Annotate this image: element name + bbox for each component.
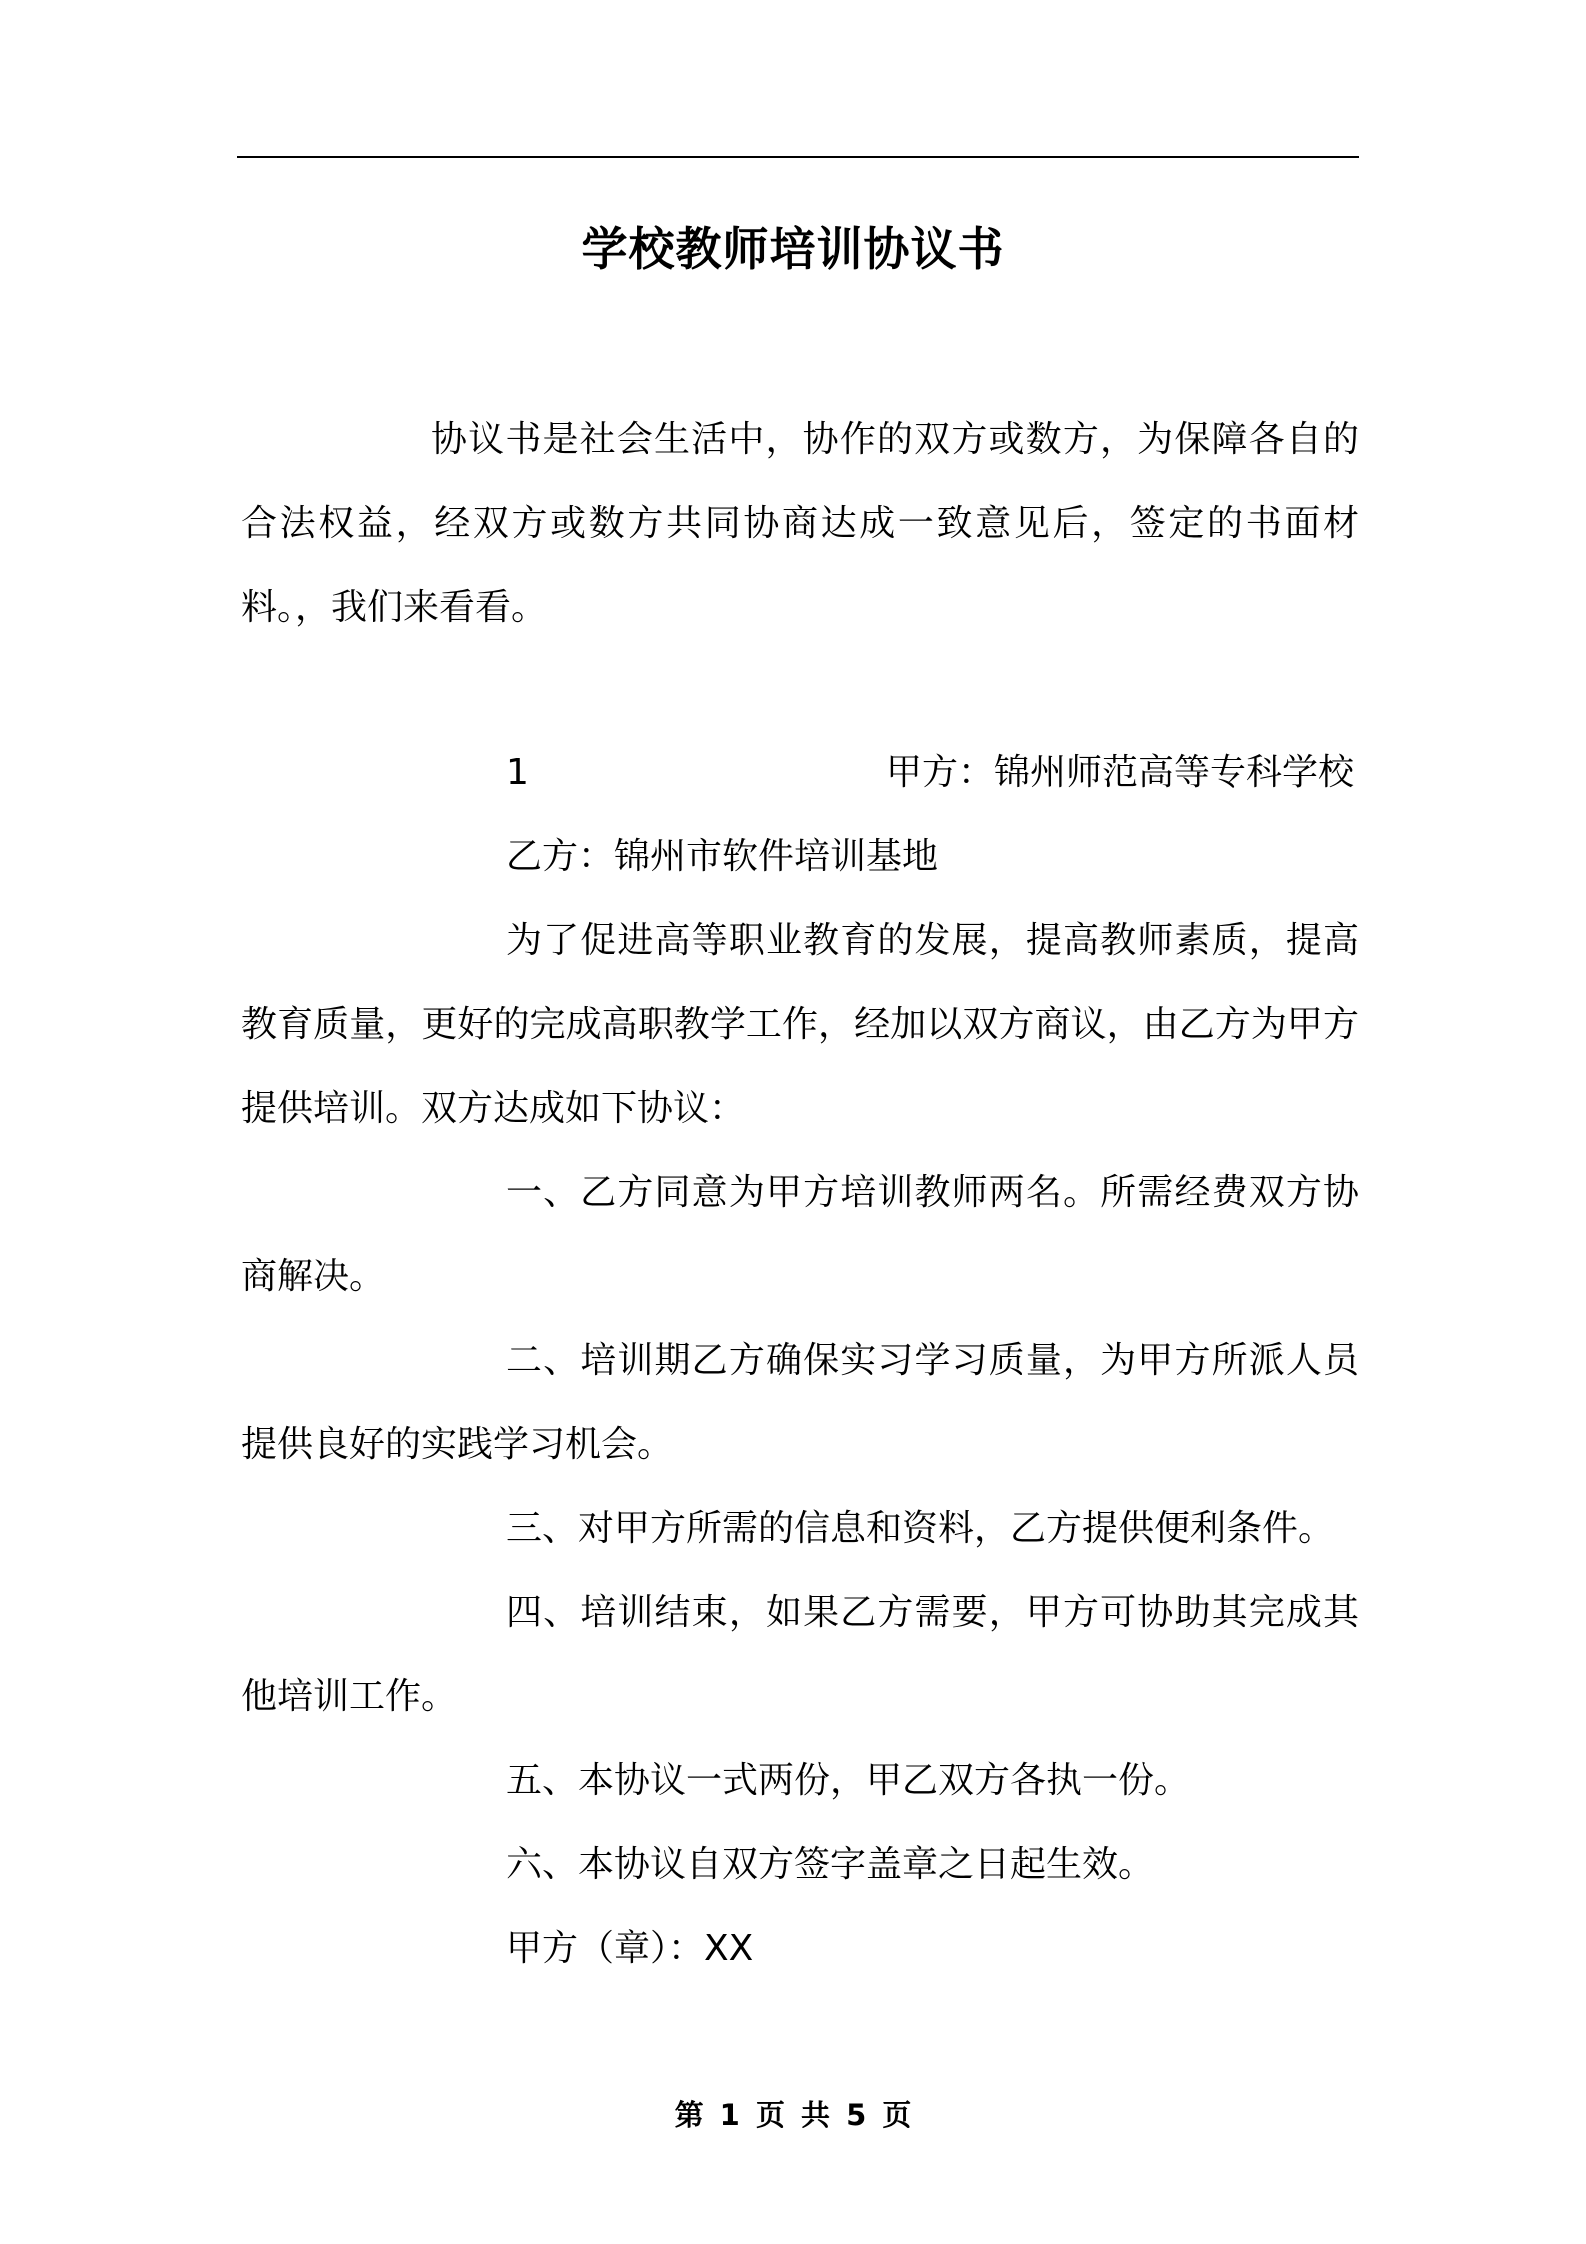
preamble-paragraph: 为了促进高等职业教育的发展，提高教师素质，提高教育质量，更好的完成高职教学工作，经加以双方商议，由乙方为甲方提供培训。双方达成如下协议：: [241, 920, 1359, 1129]
signature-party-a: 甲方（章）：XX: [506, 1928, 754, 1969]
header-rule: [237, 156, 1359, 158]
intro-paragraph: 协议书是社会生活中，协作的双方或数方，为保障各自的合法权益，经双方或数方共同协商达成一致意见后，签定的书面材料。，我们来看看。: [241, 419, 1359, 628]
document-title: 学校教师培训协议书: [581, 222, 1005, 276]
clause-5: 五、本协议一式两份，甲乙双方各执一份。: [506, 1760, 1191, 1801]
clause-4: 四、培训结束，如果乙方需要，甲方可协助其完成其他培训工作。: [241, 1592, 1359, 1717]
clause-3: 三、对甲方所需的信息和资料，乙方提供便利条件。: [506, 1508, 1335, 1549]
page-indicator: 第 1 页 共 5 页: [674, 2098, 912, 2132]
clause-2: 二、培训期乙方确保实习学习质量，为甲方所派人员提供良好的实践学习机会。: [241, 1340, 1359, 1465]
party-b-line: 乙方：锦州市软件培训基地: [506, 836, 939, 877]
clause-1: 一、乙方同意为甲方培训教师两名。所需经费双方协商解决。: [241, 1172, 1359, 1297]
section-number: 1: [506, 752, 529, 793]
party-a-line: 甲方：锦州师范高等专科学校: [885, 752, 1354, 793]
clause-6: 六、本协议自双方签字盖章之日起生效。: [506, 1844, 1155, 1885]
